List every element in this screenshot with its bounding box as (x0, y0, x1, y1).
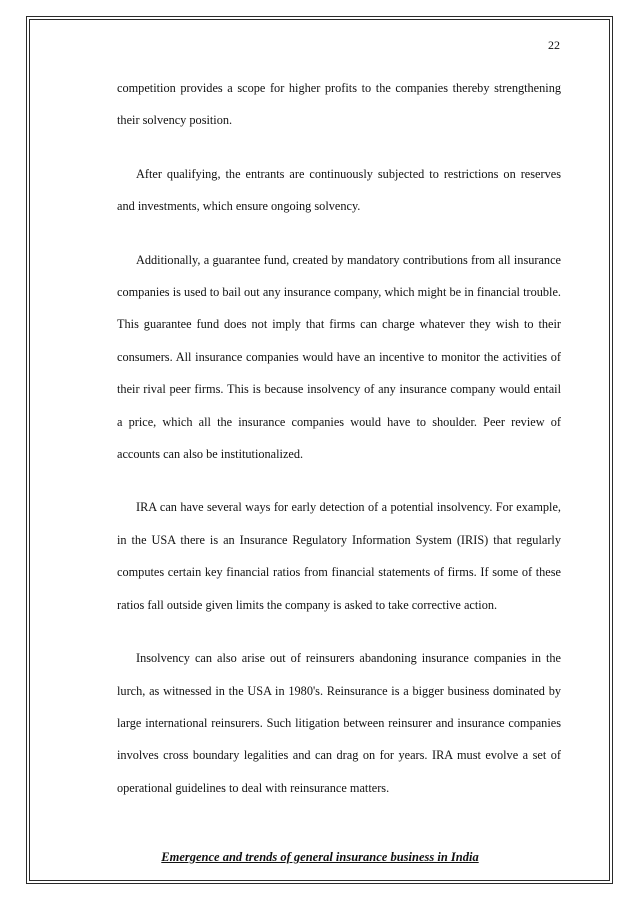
paragraph-ongoing-solvency: After qualifying, the entrants are continuously subjected to restrictions on reserves and investments, which ensure ongoing solvency. (117, 166, 561, 214)
body-text (117, 72, 561, 825)
paragraph-continuation: competition provides a scope for higher profits to the companies thereby strengthening their solvency position. (117, 81, 561, 128)
footer-title: Emergence and trends of general insurance business in India (161, 850, 479, 864)
paragraph-reinsurance: Insolvency can also arise out of reinsurers abandoning insurance companies in the lurch, as witnessed in the USA in 1980's. Reinsurance is a bigger business dominated by large international reinsurers. Such litigation between reinsurer and insurance companies involves cross boundary legalities and can drag on for years. IRA must evolve a set of operational guidelines to deal with reinsurance matters. (117, 651, 561, 795)
paragraph-guarantee-fund: Additionally, a guarantee fund, created by mandatory contributions from all insurance companies is used to bail out any insurance company, which might be in financial trouble. This guarantee fund does not imply that firms can charge whatever they wish to their consumers. All insurance companies would have an incentive to monitor the activities of their rival peer firms. This is because insolvency of any insurance company would entail a price, which all the insurance companies would have to shoulder. Peer review of accounts can also be institutionalized. (117, 252, 561, 462)
page-number: 22 (548, 38, 560, 52)
paragraph-early-detection: IRA can have several ways for early detection of a potential insolvency. For example, in the USA there is an Insurance Regulatory Information System (IRIS) that regularly computes certain key financial ratios from financial statements of firms. If some of these ratios fall outside given limits the company is asked to take corrective action. (117, 500, 561, 612)
